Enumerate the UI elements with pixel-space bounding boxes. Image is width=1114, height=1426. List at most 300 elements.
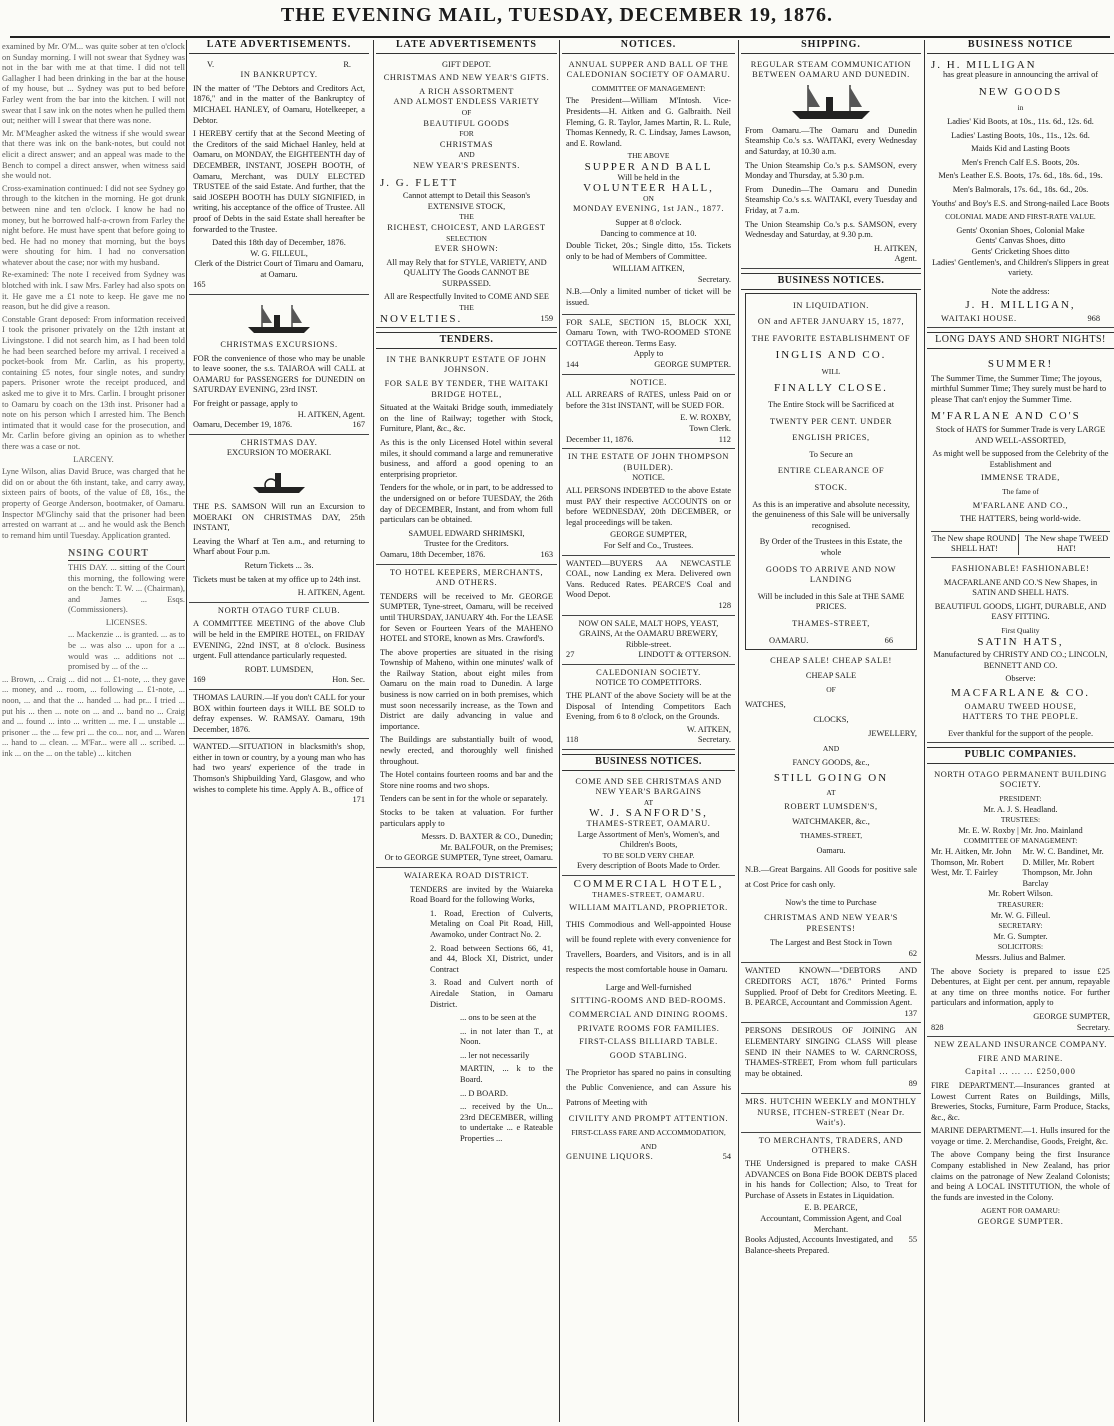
ad-number: 137 bbox=[904, 1008, 917, 1018]
ad-signature: Town Clerk. bbox=[689, 424, 731, 433]
ad-text: From Oamaru.—The Oamaru and Dunedin Steamship Co.'s s.s. WAITAKI, every Wednesday and Saturday, at 10.30 a.m. bbox=[745, 125, 917, 156]
ad-signature: E. W. ROXBY, bbox=[680, 413, 731, 423]
ad-text: ... received by the Un... 23rd DECEMBER, willing to undertake ... e Rateable Properties ... bbox=[460, 1102, 553, 1144]
ad-line: STILL GOING ON bbox=[773, 771, 889, 784]
ad-advertiser: J. G. FLETT bbox=[380, 176, 459, 189]
ad-text: THIS Commodious and Well-appointed House will be found replete with every convenience for Travellers, Boarders, and Visitors, and is in all respects the most comfortable house in Oamaru. bbox=[566, 919, 731, 974]
ad-poem: The Summer Time, the Summer Time; The joyous, mirthful Summer Time; They surely must be hard to please That can't enjoy the Summer Time. bbox=[931, 373, 1107, 404]
ad-line: JEWELLERY, bbox=[868, 729, 917, 739]
ad-number: 169 bbox=[193, 675, 206, 685]
ad-title: NOTICE TO COMPETITORS. bbox=[595, 678, 702, 688]
ad-line: THAMES-STREET, bbox=[799, 831, 863, 841]
ad-number: 144 bbox=[566, 360, 579, 370]
ad-line: TRUSTEES: bbox=[1000, 815, 1041, 825]
ad-line: WAITAKI HOUSE. bbox=[941, 313, 1017, 323]
ad-waiareka-road bbox=[376, 868, 557, 1151]
ad-text: Double Ticket, 20s.; Single ditto, 15s. Tickets only to be had of Members of Committee. bbox=[566, 241, 731, 261]
ad-steam-communication bbox=[741, 57, 921, 269]
ad-text: The President—William M'Intosh. Vice-Presidents—H. Aitken and G. Galbraith. Neil Fleming, G. R. Taylor, James Martin, R. L. Rule, Thomas Kennedy, R. C. Lindsay, James Lawson, and E. Rowland. bbox=[566, 96, 731, 148]
ad-line: MONDAY EVENING, 1st JAN., 1877. bbox=[572, 204, 725, 214]
ad-number: 163 bbox=[540, 549, 553, 559]
ad-line: in bbox=[1017, 103, 1024, 113]
ad-text: ... ons to be seen at the bbox=[460, 1013, 537, 1023]
ad-line: THAMES-STREET, OAMARU. bbox=[586, 819, 711, 828]
ad-title: NEW ZEALAND INSURANCE COMPANY. bbox=[934, 1040, 1107, 1050]
ad-line: Mr. E. W. Roxby | Mr. Jno. Mainland bbox=[958, 825, 1083, 835]
ad-singing-class bbox=[741, 1023, 921, 1094]
ad-text: THE Undersigned is prepared to make CASH ADVANCES on Bona Fide BOOK DEBTS placed in his hands for Collection; Also, to Treat for Purchase of Assets in Estates in Liquidation. bbox=[745, 1158, 917, 1200]
ad-signature: GEORGE SUMPTER, bbox=[610, 530, 687, 540]
ad-line: ENTIRE CLEARANCE OF bbox=[777, 466, 885, 476]
ad-date: Oamaru, 18th December, 1876. bbox=[380, 549, 486, 559]
ad-line: All may Rely that for STYLE, VARIETY, AND QUALITY The Goods CANNOT BE SURPASSED. bbox=[386, 257, 547, 288]
ad-line: AT bbox=[826, 787, 836, 797]
ad-text: As this is the only Licensed Hotel within several miles, it should command a large and remunerative business, and afford a good opening to an enterprising proprietor. bbox=[380, 438, 553, 479]
ad-text: WANTED KNOWN—"DEBTORS AND CREDITORS ACT, 1876." Printed Forms Supplied. Proof of Debt for Creditors Meeting. E. B. PEARCE, Accountant and Commission Agent. bbox=[745, 966, 917, 1008]
ad-title: NORTH OTAGO TURF CLUB. bbox=[217, 605, 341, 615]
ad-christmas-excursions bbox=[189, 295, 369, 435]
ad-line: AGENT FOR OAMARU: bbox=[980, 1206, 1061, 1216]
ad-line: AND bbox=[640, 1141, 657, 1151]
ad-advertiser: J. H. MILLIGAN, bbox=[965, 299, 1076, 312]
ad-line: NOVELTIES. bbox=[380, 312, 463, 325]
ad-for-sale-section bbox=[562, 315, 735, 375]
ad-line: OF bbox=[826, 685, 836, 695]
ad-text: Leaving the Wharf at Ten a.m., and returning to Wharf about Four p.m. bbox=[193, 536, 365, 557]
ad-thompson-estate bbox=[562, 449, 735, 555]
ad-signature: Secretary. bbox=[697, 274, 731, 284]
article-paragraph: Re-examined: The note I received from Sydney was blotched with ink. I saw Mrs. Farley had also spots on it. He gave me a £1 note to keep. He gave me no reason, but he did give a reason. bbox=[2, 270, 185, 312]
ad-signature: Clerk of the District Court of Timaru and Oamaru, at Oamaru. bbox=[194, 259, 364, 279]
article-paragraph: Mr. M'Meagher asked the witness if she would swear that there was ink on the bank-notes, but could not elicit a direct answer; and an appeal was made to the Bench to compel a direct answer, when witness said she would not. bbox=[2, 128, 185, 181]
ad-number: 66 bbox=[884, 635, 893, 645]
ad-text: The Hotel contains fourteen rooms and bar and the Store nine rooms and two shops. bbox=[380, 770, 553, 790]
ad-text: I HEREBY certify that at the Second Meeting of the Creditors of the said Michael Hanley, held at Oamaru, on MONDAY, the EIGHTEENTH day of DECEMBER, INSTANT, JOSEPH BOOTH, of Oamaru, Merchant, was DULY ELECTED TRUSTEE of the said Estate. And further, that the said JOSEPH BOOTH has DULY SIGNIFIED, in writing, his acceptance of the office of Trustee. All proof of Debts in the said Estate shall hereafter be forwarded to the Trustee. bbox=[193, 129, 365, 234]
ad-signature: GEORGE SUMPTER. bbox=[654, 360, 731, 370]
column-late-advertisements-2 bbox=[376, 40, 557, 1420]
column-header: LATE ADVERTISEMENTS bbox=[376, 40, 557, 54]
ad-line: WATCHES, bbox=[745, 699, 786, 709]
column-header: BUSINESS NOTICE bbox=[927, 40, 1114, 54]
ad-line: Ever thankful for the support of the people. bbox=[947, 728, 1094, 738]
ad-line: EVER SHOWN: bbox=[434, 244, 499, 254]
ad-signature: ROBT. LUMSDEN, bbox=[244, 664, 314, 674]
ad-number: 118 bbox=[566, 735, 579, 745]
ad-title: NOTICE. bbox=[632, 473, 665, 483]
ad-line: CIVILITY AND PROMPT ATTENTION. bbox=[568, 1114, 729, 1124]
ad-signature: Trustee for the Creditors. bbox=[424, 539, 509, 549]
section-header: BUSINESS NOTICES. bbox=[741, 273, 921, 290]
ad-line: M'FARLANE AND CO., bbox=[972, 500, 1069, 510]
ad-text: FOR the convenience of those who may be unable to leave sooner, the s.s. TAIAROA will CALL at OAMARU for PASSENGERS for DUNEDIN on SATURDAY EVENING, 23rd INST. bbox=[193, 353, 365, 395]
ad-number: 128 bbox=[718, 600, 731, 610]
ad-text: MARINE DEPARTMENT.—1. Hulls insured for the voyage or time. 2. Merchandise, Goods, Freight, &c. bbox=[931, 1126, 1110, 1146]
ad-line: Ladies' Lasting Boots, 10s., 11s., 12s. 6d. bbox=[951, 130, 1090, 140]
ad-text: ... D BOARD. bbox=[460, 1088, 508, 1098]
section-header: PUBLIC COMPANIES. bbox=[927, 747, 1114, 764]
ad-signature: W. G. FILLEUL, bbox=[250, 248, 308, 258]
ad-line: CHEAP SALE bbox=[805, 670, 857, 680]
ad-title: SUMMER! bbox=[987, 358, 1054, 371]
ad-line: Youths' and Boy's E.S. and Strong-nailed Lace Boots bbox=[931, 198, 1110, 208]
ad-text: For freight or passage, apply to bbox=[193, 399, 298, 409]
ad-number: 171 bbox=[352, 795, 365, 805]
ad-number: 968 bbox=[1087, 313, 1100, 323]
ad-line: SECRETARY: bbox=[998, 921, 1043, 931]
ad-text: A COMMITTEE MEETING of the above Club will be held in the EMPIRE HOTEL, on FRIDAY EVENING, 22nd INST, at 8 o'clock. Business urgent. Full attendance particularly requested. bbox=[193, 619, 365, 661]
ad-line: Mr. G. Sumpter. bbox=[993, 931, 1048, 941]
ad-newcastle-coal bbox=[562, 556, 735, 616]
ad-text: Tenders can be sent in for the whole or separately. bbox=[380, 794, 548, 804]
ad-advertiser: COMMERCIAL HOTEL, bbox=[573, 877, 724, 890]
ad-hutchin-nurse bbox=[741, 1094, 921, 1133]
ad-text: The Proprietor has spared no pains in consulting the Public Convenience, and can Assure his Patrons of Meeting with bbox=[566, 1068, 731, 1108]
ad-line: has great pleasure in announcing the arrival of bbox=[942, 70, 1099, 80]
ad-text: ALL ARREARS of RATES, unless Paid on or before the 31st INSTANT, will be SUED FOR. bbox=[566, 390, 731, 410]
ad-line: BEAUTIFUL GOODS, LIGHT, DURABLE, AND EASY FITTING. bbox=[934, 601, 1107, 622]
ad-title: CHRISTMAS EXCURSIONS. bbox=[220, 340, 338, 350]
ad-text: THOMAS LAURIN.—If you don't CALL for your BOX within fourteen days it WILL BE SOLD to defray expenses. W. RAMSAY. Oamaru, 19th December, 1876. bbox=[193, 692, 365, 734]
ad-text: FIRE DEPARTMENT.—Insurances granted at Lowest Current Rates on Buildings, Mills, Breweries, Stocks, Furniture, Farm Produce, Stacks, &c., &c. bbox=[931, 1080, 1110, 1122]
ad-line: Mr. Robert Wilson. bbox=[988, 889, 1053, 899]
section-header: LONG DAYS AND SHORT NIGHTS! bbox=[927, 332, 1114, 349]
column-divider bbox=[373, 40, 374, 1422]
ad-subtitle: EXCURSION TO MOERAKI. bbox=[226, 448, 332, 458]
ad-number: 54 bbox=[722, 1152, 731, 1162]
column-divider bbox=[186, 40, 187, 1422]
ad-line: Manufactured by CHRISTY AND CO.; LINCOLN, BENNETT AND CO. bbox=[933, 650, 1108, 670]
section-heading: LARCENY. bbox=[73, 454, 114, 464]
ad-line: THE ABOVE bbox=[627, 151, 670, 161]
ad-signature: E. B. PEARCE, bbox=[804, 1203, 858, 1213]
ad-line: WILL bbox=[821, 366, 841, 376]
ad-text: By Order of the Trustees in this Estate, the whole bbox=[759, 537, 903, 557]
ad-line: WATCHMAKER, &c., bbox=[792, 816, 870, 826]
ad-line: The Entire Stock will be Sacrificed at bbox=[767, 400, 895, 410]
ad-line: TREASURER: bbox=[997, 900, 1044, 909]
ad-sanford bbox=[562, 774, 735, 876]
ad-title: CHEAP SALE! CHEAP SALE! bbox=[770, 656, 892, 666]
ad-fare: Return Tickets ... 3s. bbox=[244, 560, 314, 570]
ad-text: 1. Road, Erection of Culverts, Metaling on Coal Pit Road, Hill, Awamoko, under Contract No. 2. bbox=[430, 908, 553, 939]
ad-text: Will be included in this Sale at THE SAME PRICES. bbox=[757, 591, 905, 612]
ad-pearce-advances bbox=[741, 1133, 921, 1260]
ad-line: CHRISTMAS AND NEW YEAR'S PRESENTS! bbox=[764, 913, 898, 933]
ad-line: Will be held in the bbox=[617, 172, 680, 182]
ad-title: CHRISTMAS AND NEW YEAR'S GIFTS. bbox=[383, 73, 550, 83]
ad-line: OAMARU. bbox=[769, 635, 809, 645]
ad-title: IN BANKRUPTCY. bbox=[240, 70, 318, 80]
ad-line: SUPPER AND BALL bbox=[584, 160, 713, 173]
ad-text: Tenders for the whole, or in part, to be addressed to the undersigned on or before TUESDAY, the 26th day of DECEMBER, Instant, and from whom full particulars can be obtained. bbox=[380, 483, 553, 525]
ad-title: WAIAREKA ROAD DISTRICT. bbox=[403, 870, 530, 880]
ad-number: 165 bbox=[193, 280, 206, 290]
ad-text: PERSONS DESIROUS OF JOINING AN ELEMENTARY SINGING CLASS Will please SEND IN their NAMES to W. CARNCROSS, THAMES-STREET, From whom full particulars may be obtained. bbox=[745, 1026, 917, 1078]
ad-title: CALEDONIAN SOCIETY. bbox=[596, 667, 701, 677]
ad-line: The New shape ROUND SHELL HAT! bbox=[931, 534, 1019, 555]
ad-line: FINALLY CLOSE. bbox=[774, 382, 888, 395]
ad-line: PRESIDENT: bbox=[999, 794, 1042, 804]
ad-advertiser: M'FARLANE AND CO'S bbox=[931, 410, 1081, 423]
ad-line: Cannot attempt to Detail this Season's EXTENSIVE STOCK, bbox=[402, 191, 531, 211]
ad-text: WANTED.—SITUATION in blacksmith's shop, either in town or country, by a young man who has had two years' experience of the trade in Thomson's Shipbuilding Yard, Glasgow, and who wishes to complete his time. Apply A. B., office of bbox=[193, 742, 365, 794]
ad-line: Ladies' Kid Boots, at 10s., 11s. 6d., 12s. 6d. bbox=[947, 116, 1094, 126]
ad-signature: H. AITKEN, Agent. bbox=[297, 588, 365, 598]
ad-text: ALL PERSONS INDEBTED to the above Estate must PAY their respective ACCOUNTS on or before WEDNESDAY, 20th DECEMBER, or legal proceedings will be taken. bbox=[566, 485, 731, 527]
ad-line: Books Adjusted, Accounts Investigated, and Balance-sheets Prepared. bbox=[745, 1235, 893, 1255]
ad-line: Now's the time to Purchase bbox=[785, 898, 877, 908]
ad-turf-club bbox=[189, 603, 369, 690]
ad-text: The Buildings are substantially built of wood, newly erected, and thoroughly well finished throughout. bbox=[380, 735, 553, 766]
ad-text: FOR SALE, SECTION 15, BLOCK XXI, Oamaru Town, with TWO-ROOMED STONE COTTAGE thereon. Terms Easy. bbox=[566, 317, 731, 348]
ad-line: Supper at 8 o'clock. bbox=[615, 217, 682, 227]
ad-building-society bbox=[927, 767, 1114, 1037]
ad-text: N.B.—Great Bargains. All Goods for positive sale at Cost Price for cash only. bbox=[745, 865, 917, 890]
ad-nz-insurance bbox=[927, 1037, 1114, 1231]
ad-line: Stock of HATS for Summer Trade is very LARGE AND WELL-ASSORTED, bbox=[935, 425, 1106, 445]
ad-line: THE bbox=[459, 212, 474, 222]
ad-text: MRS. HUTCHIN WEEKLY and MONTHLY NURSE, ITCHEN-STREET (Near Dr. Wait's). bbox=[745, 1096, 917, 1128]
ad-line: The New shape TWEED HAT! bbox=[1024, 533, 1109, 554]
ad-signature: H. AITKEN, Agent. bbox=[297, 409, 365, 419]
ad-line: WILLIAM MAITLAND, PROPRIETOR. bbox=[569, 903, 728, 913]
ad-line: AND ALMOST ENDLESS VARIETY bbox=[393, 97, 540, 107]
ad-signature: Secretary. bbox=[697, 735, 731, 745]
ad-line: AND bbox=[458, 150, 475, 160]
ad-line: Observe: bbox=[1005, 674, 1036, 684]
ad-line: Gents' Oxonian Shoes, Colonial Make bbox=[956, 225, 1085, 235]
ad-line: THE bbox=[459, 303, 474, 313]
ad-line: Oamaru. bbox=[816, 845, 846, 855]
ad-line: MACFARLANE AND CO.'S New Shapes, in SATIN AND SHELL HATS. bbox=[943, 577, 1098, 598]
ad-number: 112 bbox=[718, 434, 731, 444]
ad-line: GOODS TO ARRIVE AND NOW LANDING bbox=[765, 564, 897, 585]
ad-bankruptcy bbox=[189, 57, 369, 295]
ad-text: THE P.S. SAMSON Will run an Excursion to MOERAKI ON CHRISTMAS DAY, 25th INSTANT, bbox=[193, 502, 365, 533]
section-heading: NSING COURT bbox=[68, 549, 185, 561]
ad-line: COMMITTEE OF MANAGEMENT: bbox=[963, 836, 1078, 846]
ad-signature: W. AITKEN, bbox=[686, 724, 731, 734]
royal-arms-v: V. bbox=[207, 59, 215, 69]
article-paragraph: examined by Mr. O'M... was quite sober at ten o'clock on Sunday morning. I will not swear that Sydney was not in the bar with me at that time. I did not tell Gallagher I had been drinking in the bar at the house of my house, but ... Sydney was put to bed before Farley went from the bar into the kitchen. I will not swear that I saw ink on the notes when he pulled them out; neither will I swear that there was none. bbox=[2, 42, 185, 126]
ad-wanted-situation bbox=[189, 739, 369, 809]
ad-line: VOLUNTEER HALL, bbox=[583, 182, 714, 195]
ad-line: HATTERS TO THE PEOPLE. bbox=[962, 712, 1079, 722]
ad-line: FASHIONABLE! FASHIONABLE! bbox=[951, 563, 1090, 573]
article-paragraph: Lyne Wilson, alias David Bruce, was charged that he did on or about the 6th instant, take, and carry away, sixteen pairs of boots, of the value of £8, 16s., the property of George Anderson, bootmaker, of Oamaru. Inspector M'Glinchy said that the prisoner had been arrested on warrant at ... and he would ask the Bench to remand him until Tuesday. Application granted. bbox=[2, 467, 185, 540]
ad-line: ON bbox=[643, 193, 654, 203]
ad-text: IN the matter of "The Debtors and Creditors Act, 1876," and in the matter of the Bankruptcy of MICHAEL HANLEY, of Oamaru, Hotelkeeper, a Debtor. bbox=[193, 83, 365, 125]
ad-line: Mr. A. J. S. Headland. bbox=[983, 804, 1058, 814]
ad-line: OAMARU TWEED HOUSE, bbox=[964, 701, 1077, 711]
ad-advertiser: INGLIS AND CO. bbox=[775, 349, 887, 362]
ad-line: The Largest and Best Stock in Town bbox=[770, 938, 892, 948]
ad-title: COME AND SEE CHRISTMAS AND NEW YEAR'S BARGAINS bbox=[575, 776, 722, 797]
ad-line: COLONIAL MADE AND FIRST-RATE VALUE. bbox=[945, 212, 1096, 222]
ad-line: SATIN HATS, bbox=[977, 635, 1064, 648]
steamship-icon bbox=[249, 461, 309, 499]
ad-advertiser: W. J. SANFORD'S, bbox=[589, 807, 708, 820]
ad-title: CHRISTMAS DAY. bbox=[240, 437, 318, 447]
ad-line: All are Respectfully Invited to COME AND SEE bbox=[384, 292, 549, 302]
ad-text: TENDERS are invited by the Waiareka Road Board for the following Works, bbox=[410, 884, 553, 905]
ad-line: IMMENSE TRADE, bbox=[981, 473, 1060, 483]
ad-line: Gents' Canvas Shoes, ditto bbox=[975, 236, 1066, 246]
section-header: TENDERS. bbox=[376, 332, 557, 349]
ad-line: A RICH ASSORTMENT bbox=[419, 86, 514, 96]
ad-line: GENUINE LIQUORS. bbox=[566, 1152, 654, 1162]
ad-text: Tickets must be taken at my office up to 24th inst. bbox=[193, 574, 361, 584]
masthead: THE EVENING MAIL, TUESDAY, DECEMBER 19, 1876. bbox=[280, 4, 834, 26]
ad-number: 55 bbox=[908, 1235, 917, 1245]
ad-number: 167 bbox=[352, 420, 365, 430]
ad-signature: Or to GEORGE SUMPTER, Tyne street, Oamaru. bbox=[384, 853, 553, 863]
ad-signature: Secretary. bbox=[1076, 1022, 1110, 1032]
ad-line: Mr. W. C. Bandinet, Mr. D. Miller, Mr. Robert Thompson, Mr. John Barclay bbox=[1022, 847, 1104, 888]
ad-text: The above properties are situated in the rising Township of Maheno, within one minutes' walk of the Railway Station, about eight miles from Oamaru on the main road to Dunedin. A large business is now carried on in both premises, which must soon necessarily increase, as the Town and District are daily advancing in value and importance. bbox=[380, 647, 553, 731]
masthead-rule bbox=[10, 36, 1110, 38]
ad-line: Dancing to commence at 10. bbox=[600, 228, 697, 238]
column-divider bbox=[559, 40, 560, 1422]
column-header: LATE ADVERTISEMENTS. bbox=[189, 40, 369, 54]
ad-line: TWENTY PER CENT. UNDER bbox=[769, 416, 893, 426]
ad-title: IN THE BANKRUPT ESTATE OF JOHN JOHNSON. bbox=[386, 354, 547, 375]
ad-line: Mr. H. Aitken, Mr. John Thomson, Mr. Robert West, Mr. T. Fairley bbox=[931, 847, 1012, 878]
ad-gift-depot bbox=[376, 57, 557, 329]
ad-title: FOR SALE BY TENDER, THE WAITAKI BRIDGE HOTEL, bbox=[384, 379, 549, 399]
ad-line: Note the address: bbox=[991, 286, 1050, 296]
ad-line: As might well be supposed from the Celebrity of the Establishment and bbox=[932, 449, 1109, 469]
ad-title: NOTICE. bbox=[630, 377, 667, 387]
ad-text: THE PLANT of the above Society will be at the Disposal of Intending Competitors Each Evening, from 6 to 8 o'clock, on the Grounds. bbox=[566, 691, 731, 722]
ad-text: 2. Road between Sections 66, 41, and 44, Block XI, District, under Contract bbox=[430, 943, 553, 974]
ad-line: COMMITTEE OF MANAGEMENT: bbox=[591, 83, 706, 93]
ad-signature: SAMUEL EDWARD SHRIMSKI, bbox=[408, 528, 525, 538]
column-header: NOTICES. bbox=[562, 40, 735, 54]
column-late-advertisements bbox=[189, 40, 369, 1420]
ad-line: SITTING-ROOMS AND BED-ROOMS. bbox=[570, 996, 727, 1006]
ad-text: 3. Road and Culvert north of Airedale Station, in Oamaru District. bbox=[430, 978, 553, 1009]
ad-line: Men's Leather E.S. Boots, 17s. 6d., 18s. 6d., 19s. bbox=[938, 171, 1103, 181]
ad-signature: Mr. BALFOUR, on the Premises; bbox=[440, 842, 553, 852]
ad-text: ... ler not necessarily bbox=[460, 1050, 530, 1060]
ad-line: Men's French Calf E.S. Boots, 20s. bbox=[961, 157, 1080, 167]
ad-signature: H. AITKEN, bbox=[873, 243, 917, 253]
ad-line: AND bbox=[822, 743, 840, 753]
ad-date: Oamaru, December 19, 1876. bbox=[193, 420, 293, 430]
royal-arms-r: R. bbox=[343, 59, 351, 69]
ad-advertiser: ROBERT LUMSDEN'S, bbox=[784, 802, 878, 812]
ad-line: FIRST-CLASS BILLIARD TABLE. bbox=[579, 1037, 718, 1047]
article-paragraph: ... Brown, ... Craig ... did not ... £1-note, ... they gave ... money, and ... room, ... following ... £1-note, ... noon, ... and that the ... handed ... had pr... I tried ... put his ... then ... note on ... and ... band no ... Craig and ... found ... into ... written ... me. I ... unstable ... prisoner ... the ... few pri ... the co... nor, and ... Waren ... hand to ... clean. ... M'Far... were all ... scribed. ... ink ... on the ... on the table) ... kitchen bbox=[2, 674, 185, 758]
ad-text: Stocks to be taken at valuation. For further particulars apply to bbox=[380, 808, 553, 828]
ad-oamaru-brewery bbox=[562, 616, 735, 665]
ad-line: First Quality bbox=[1001, 625, 1040, 635]
ad-number: 89 bbox=[908, 1079, 917, 1089]
ad-signature: Hon. Sec. bbox=[332, 675, 365, 685]
column-header: SHIPPING. bbox=[741, 40, 921, 54]
ad-line: THE FAVORITE ESTABLISHMENT OF bbox=[751, 333, 911, 343]
ad-line: SELECTION bbox=[446, 233, 487, 243]
ad-inglis-liquidation bbox=[745, 293, 917, 651]
article-paragraph: Cross-examination continued: I did not see Sydney go through to the kitchen in the morning. He got drunk between nine and ten o'clock. I know he had no money, but he borrowed half-a-crown from Farley the night before. He must have spent that before going to bed. He had no money that morning, but the boys were shouting for him. I had no conversation whatever about the case; nor with my husband. bbox=[2, 183, 185, 267]
ad-number: 828 bbox=[931, 1022, 944, 1032]
ad-signature: GEORGE SUMPTER. bbox=[977, 1217, 1064, 1227]
ad-signature: GEORGE SUMPTER, bbox=[1033, 1011, 1110, 1021]
ad-line: OF bbox=[461, 107, 472, 117]
ad-line: FOR bbox=[459, 129, 474, 139]
ad-title: IN LIQUIDATION. bbox=[793, 300, 869, 310]
article-paragraph: Constable Grant deposed: From information received I took the prisoner privately on the 12th instant at Livingstone. I did not search him, as I had been told he had been searched before my arrival. I received a pocket-book from Mr. Carlin, as his property, containing £5 notes, four single notes, and sundry papers. Prisoner wrote the receipt produced, and asked me to give it to Mrs. Carlin. I brought prisoner to Oamaru by coach on the 13th inst. Prisoner had a note on his person which I arrested him. The Bench intimated that it would case for the prosecution, and Mr. Carlin before giving an opinion as to whether there was a case or not. bbox=[2, 314, 185, 451]
ad-line: Large and Well-furnished bbox=[605, 982, 692, 992]
ad-number: 62 bbox=[908, 948, 917, 958]
ad-text: NOW ON SALE, MALT HOPS, YEAST, GRAINS, At the OAMARU BREWERY, Ribble-street. bbox=[578, 618, 719, 649]
steamship-icon bbox=[244, 300, 314, 338]
section-heading: LICENSES. bbox=[105, 617, 148, 627]
ad-maheno-hotel bbox=[376, 565, 557, 868]
ad-line: COMMERCIAL AND DINING ROOMS. bbox=[569, 1009, 728, 1019]
article-paragraph: THIS DAY. ... sitting of the Court this morning, the following were on the bench: T. W. ... (Chairman), and James ... Esqs. (Commissioners). bbox=[68, 562, 185, 615]
ad-date: Dated this 18th day of December, 1876. bbox=[212, 238, 346, 248]
ad-line: RICHEST, CHOICEST, AND LARGEST bbox=[387, 222, 546, 232]
ad-line: FANCY GOODS, &c., bbox=[792, 758, 870, 768]
ad-line: ON and AFTER JANUARY 15, 1877, bbox=[757, 317, 905, 327]
ad-number: 27 bbox=[566, 650, 575, 660]
ad-advertiser: J. H. MILLIGAN bbox=[931, 58, 1037, 71]
ad-line: The fame of bbox=[1002, 487, 1039, 496]
ad-line: PRIVATE ROOMS FOR FAMILIES. bbox=[577, 1023, 720, 1033]
ad-title: NORTH OTAGO PERMANENT BUILDING SOCIETY. bbox=[934, 769, 1107, 790]
ad-line: GOOD STABLING. bbox=[609, 1050, 688, 1060]
ad-line: TO BE SOLD VERY CHEAP. bbox=[602, 850, 695, 860]
ad-line: ENGLISH PRICES, bbox=[792, 433, 870, 443]
ad-line: CLOCKS, bbox=[813, 714, 849, 724]
ad-text: TENDERS will be received to Mr. GEORGE SUMPTER, Tyne-street, Oamaru, will be received until THURSDAY, JANUARY 4th. For the LEASE for Seven or Fourteen Years of the MAHENO HOTEL and STORE, known as Mrs. Crawford's. bbox=[380, 591, 553, 644]
ad-line: BEAUTIFUL GOODS bbox=[423, 118, 510, 128]
ad-title: IN THE ESTATE OF JOHN THOMPSON (BUILDER). bbox=[567, 452, 730, 472]
column-divider bbox=[924, 40, 925, 1422]
column-shipping bbox=[741, 40, 921, 1420]
ad-text: The above Company being the first Insurance Company established in New Zealand, has prior claims on the patronage of New Zealand Colonists; and being A LOCAL INSTITUTION, the whole of the funds are invested in the Colony. bbox=[931, 1150, 1110, 1202]
article-paragraph: ... Mackenzie ... is granted. ... as to be ... was also ... upon for a ... would was ... additions not ... promised by ... of the ... bbox=[68, 630, 185, 672]
ad-line: AT bbox=[643, 797, 654, 807]
section-header: BUSINESS NOTICES. bbox=[562, 754, 735, 771]
ad-text: The Union Steamship Co.'s p.s. SAMSON, every Wednesday and Saturday, at 9.30 p.m. bbox=[745, 219, 917, 240]
ad-line: NEW YEAR'S PRESENTS. bbox=[413, 160, 520, 170]
ad-text: The Union Steamship Co.'s p.s. SAMSON, every Monday and Thursday, at 5.30 p.m. bbox=[745, 160, 917, 181]
ad-line: SOLICITORS: bbox=[997, 942, 1044, 952]
ad-text: N.B.—Only a limited number of ticket will be issued. bbox=[566, 287, 731, 308]
ad-signature: LINDOTT & OTTERSON. bbox=[638, 650, 731, 660]
ad-line: THE HATTERS, being world-wide. bbox=[960, 514, 1081, 524]
ad-line: To Secure an bbox=[809, 449, 853, 459]
ad-line: THAMES-STREET, OAMARU. bbox=[592, 889, 705, 899]
ad-text: ... in not later than T., at Noon. bbox=[460, 1026, 553, 1047]
ad-line: FIRE AND MARINE. bbox=[978, 1053, 1063, 1063]
ad-rates-notice bbox=[562, 375, 735, 450]
ad-text: From Dunedin—The Oamaru and Dunedin Steamship Co.'s s.s. WAITAKI, every Tuesday and Friday, at 7 a.m. bbox=[745, 184, 917, 215]
column-court-report bbox=[0, 40, 185, 1420]
ad-title: GIFT DEPOT. bbox=[441, 59, 491, 69]
ad-signature: WILLIAM AITKEN, bbox=[612, 264, 685, 274]
ad-line: Messrs. Julius and Balmer. bbox=[975, 952, 1066, 962]
ad-signature: For Self and Co., Trustees. bbox=[603, 540, 694, 550]
ad-text: As this is an imperative and absolute necessity, the genuineness of this Sale will be universally recognised. bbox=[752, 499, 910, 530]
ad-line: NEW GOODS bbox=[978, 85, 1063, 98]
steamship-icon bbox=[786, 83, 876, 123]
ad-number: 159 bbox=[540, 313, 553, 323]
ad-line: CHRISTMAS bbox=[439, 139, 494, 149]
